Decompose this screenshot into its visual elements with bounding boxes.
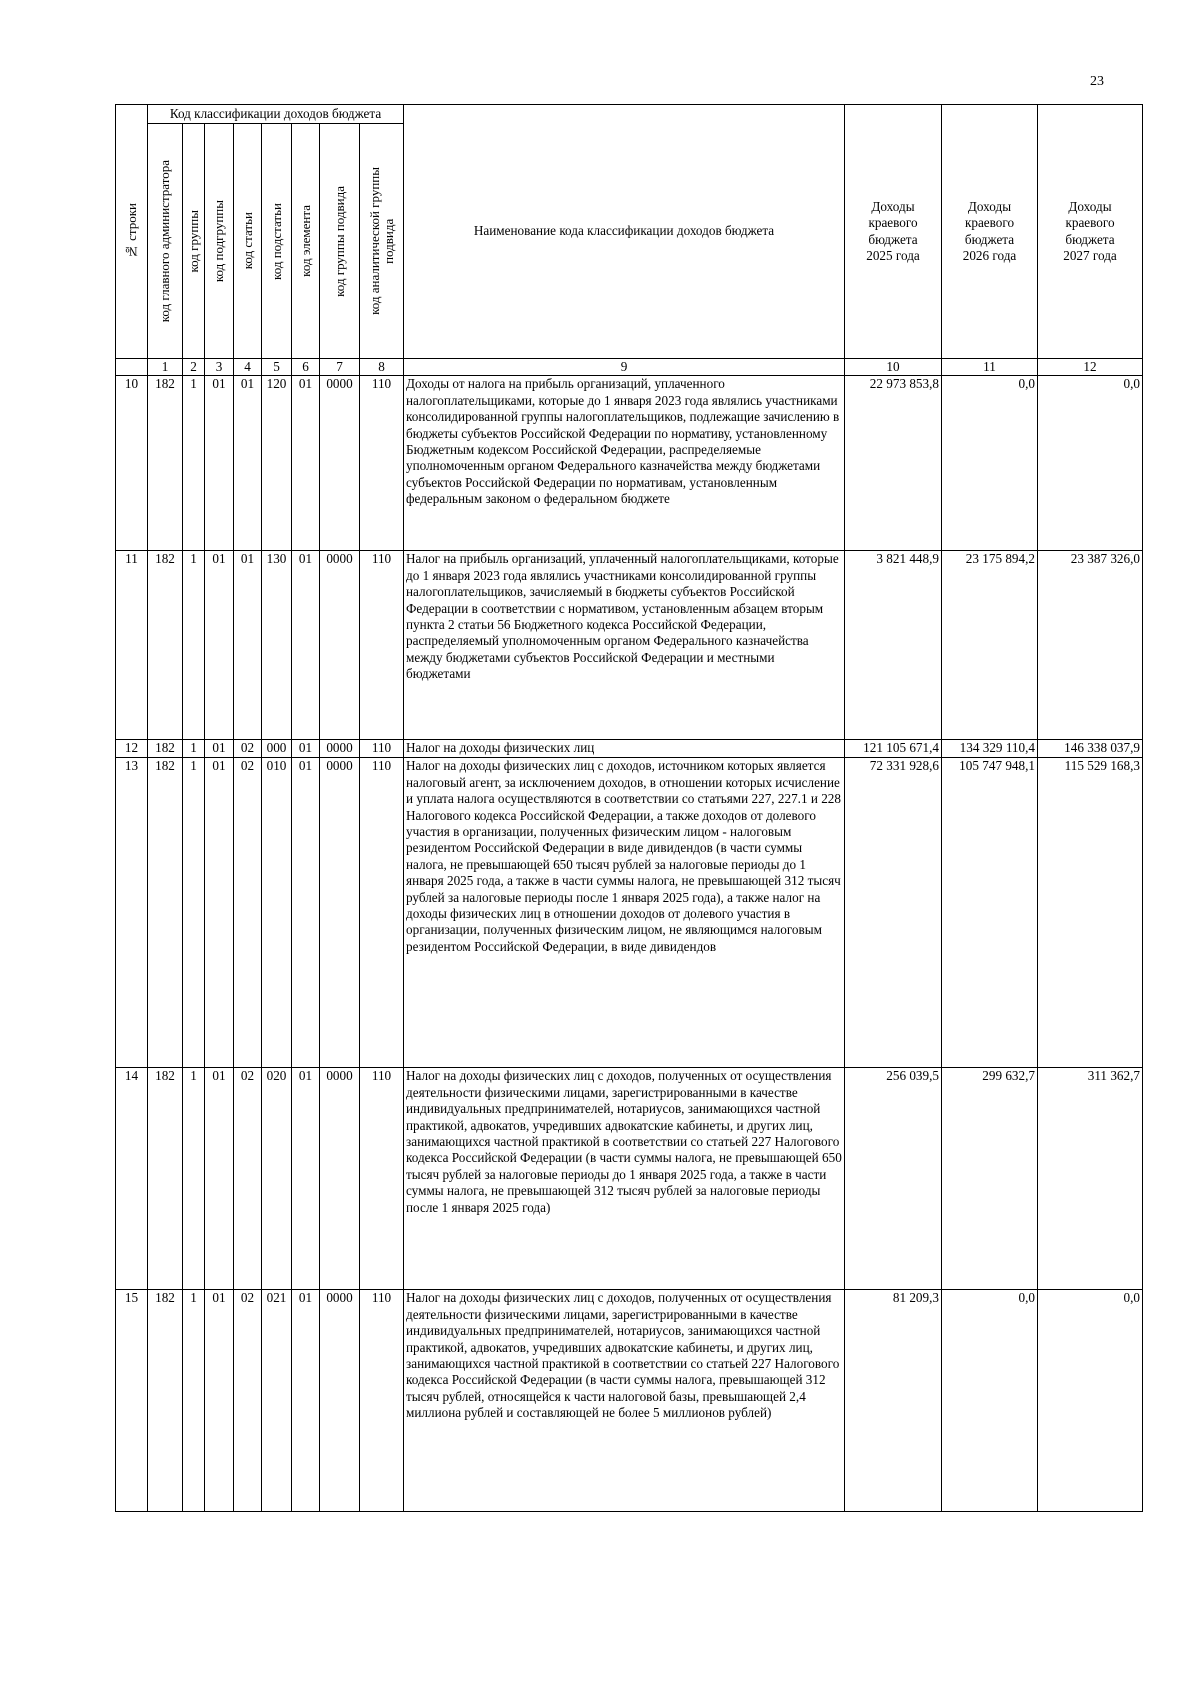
revenue-2027: 115 529 168,3 xyxy=(1038,758,1143,1068)
subgroup-code: 01 xyxy=(205,376,234,551)
header-name: Наименование кода классификации доходов бюджета xyxy=(404,105,845,359)
header-subarticle-code: код подстатьи xyxy=(262,124,292,359)
revenue-name: Налог на доходы физических лиц с доходов, полученных от осуществления деятельности физическими лицами, зарегистрированными в качестве индивидуальных предпринимателей, нотариусов, занимающихся частной практикой, адвокатов, учредивших адвокатские кабинеты, и других лиц, занимающихся частной практикой в соответствии со статьей 227 Налогового кодекса Российской Федерации (в части суммы налога, превышающей 312 тысяч рублей, относящейся к части налоговой базы, превышающей 2,4 миллиона рублей и составляющей не более 5 миллионов рублей) xyxy=(404,1290,845,1512)
analytic-group-code: 110 xyxy=(360,376,404,551)
table-row xyxy=(116,1290,1143,1512)
revenue-2026: 0,0 xyxy=(942,376,1038,551)
revenue-2025: 81 209,3 xyxy=(845,1290,942,1512)
header-analytic-group-code: код аналитической группы подвида xyxy=(360,124,404,359)
column-number: 1 xyxy=(148,359,183,376)
article-code: 01 xyxy=(234,376,262,551)
header-subgroup-code: код подгруппы xyxy=(205,124,234,359)
revenue-2026: 105 747 948,1 xyxy=(942,758,1038,1068)
header-year-2026: Доходы краевого бюджета 2026 года xyxy=(942,105,1038,359)
revenue-2025: 121 105 671,4 xyxy=(845,740,942,758)
admin-code: 182 xyxy=(148,740,183,758)
subarticle-code: 130 xyxy=(262,551,292,740)
article-code: 02 xyxy=(234,758,262,1068)
subgroup-code: 01 xyxy=(205,740,234,758)
analytic-group-code: 110 xyxy=(360,1290,404,1512)
header-row-number: № строки xyxy=(116,105,148,359)
subarticle-code: 021 xyxy=(262,1290,292,1512)
revenue-2027: 146 338 037,9 xyxy=(1038,740,1143,758)
admin-code: 182 xyxy=(148,551,183,740)
group-code: 1 xyxy=(183,376,205,551)
budget-revenue-table xyxy=(115,104,1143,1512)
revenue-2026: 0,0 xyxy=(942,1290,1038,1512)
revenue-2027: 311 362,7 xyxy=(1038,1068,1143,1290)
admin-code: 182 xyxy=(148,376,183,551)
article-code: 02 xyxy=(234,1068,262,1290)
subarticle-code: 000 xyxy=(262,740,292,758)
column-number xyxy=(116,359,148,376)
revenue-2027: 0,0 xyxy=(1038,376,1143,551)
row-number: 13 xyxy=(116,758,148,1068)
subarticle-code: 010 xyxy=(262,758,292,1068)
element-code: 01 xyxy=(292,758,320,1068)
subarticle-code: 020 xyxy=(262,1068,292,1290)
analytic-group-code: 110 xyxy=(360,740,404,758)
column-number: 2 xyxy=(183,359,205,376)
revenue-2027: 23 387 326,0 xyxy=(1038,551,1143,740)
element-code: 01 xyxy=(292,1068,320,1290)
element-code: 01 xyxy=(292,740,320,758)
revenue-2025: 3 821 448,9 xyxy=(845,551,942,740)
subgroup-code: 01 xyxy=(205,551,234,740)
element-code: 01 xyxy=(292,1290,320,1512)
column-number: 6 xyxy=(292,359,320,376)
header-admin-code: код главного администратора xyxy=(148,124,183,359)
article-code: 02 xyxy=(234,1290,262,1512)
analytic-group-code: 110 xyxy=(360,758,404,1068)
header-code-group: Код классификации доходов бюджета xyxy=(148,105,404,124)
element-code: 01 xyxy=(292,376,320,551)
header-year-2027: Доходы краевого бюджета 2027 года xyxy=(1038,105,1143,359)
row-number: 11 xyxy=(116,551,148,740)
revenue-name: Доходы от налога на прибыль организаций, уплаченного налогоплательщиками, которые до 1 января 2023 года являлись участниками консолидированной группы налогоплательщиков, подлежащие зачислению в бюджеты субъектов Российской Федерации по нормативу, установленному Бюджетным кодексом Российской Федерации, распределяемые уполномоченным органом Федерального казначейства между бюджетами субъектов Российской Федерации по нормативам, установленным федеральным законом о федеральном бюджете xyxy=(404,376,845,551)
admin-code: 182 xyxy=(148,758,183,1068)
header-element-code: код элемента xyxy=(292,124,320,359)
column-number: 12 xyxy=(1038,359,1143,376)
revenue-2027: 0,0 xyxy=(1038,1290,1143,1512)
revenue-name: Налог на доходы физических лиц xyxy=(404,740,845,758)
revenue-name: Налог на доходы физических лиц с доходов, источником которых является налоговый агент, за исключением доходов, в отношении которых исчисление и уплата налога осуществляются в соответствии со статьями 227, 227.1 и 228 Налогового кодекса Российской Федерации, а также доходов от долевого участия в организации, полученных физическим лицом - налоговым резидентом Российской Федерации в виде дивидендов (в части суммы налога, не превышающей 650 тысяч рублей за налоговые периоды до 1 января 2025 года, а также в части суммы налога, не превышающей 312 тысяч рублей за налоговые периоды после 1 января 2025 года), а также налог на доходы физических лиц в отношении доходов от долевого участия в организации, полученных физическим лицом, не являющимся налоговым резидентом Российской Федерации, в виде дивидендов xyxy=(404,758,845,1068)
article-code: 01 xyxy=(234,551,262,740)
header-year-2025: Доходы краевого бюджета 2025 года xyxy=(845,105,942,359)
subgroup-code: 01 xyxy=(205,758,234,1068)
column-number: 11 xyxy=(942,359,1038,376)
analytic-group-code: 110 xyxy=(360,551,404,740)
revenue-name: Налог на доходы физических лиц с доходов, полученных от осуществления деятельности физическими лицами, зарегистрированными в качестве индивидуальных предпринимателей, нотариусов, занимающихся частной практикой, адвокатов, учредивших адвокатские кабинеты, и других лиц, занимающихся частной практикой в соответствии со статьей 227 Налогового кодекса Российской Федерации (в части суммы налога, не превышающей 650 тысяч рублей за налоговые периоды до 1 января 2025 года, а также в части суммы налога, не превышающей 312 тысяч рублей за налоговые периоды после 1 января 2025 года) xyxy=(404,1068,845,1290)
table-row xyxy=(116,1068,1143,1290)
revenue-2026: 134 329 110,4 xyxy=(942,740,1038,758)
column-number: 5 xyxy=(262,359,292,376)
group-code: 1 xyxy=(183,551,205,740)
revenue-2026: 23 175 894,2 xyxy=(942,551,1038,740)
header-subtype-group-code: код группы подвида xyxy=(320,124,360,359)
header-group-code: код группы xyxy=(183,124,205,359)
column-numbers-row xyxy=(116,359,1143,376)
column-number: 7 xyxy=(320,359,360,376)
table-row xyxy=(116,551,1143,740)
column-number: 8 xyxy=(360,359,404,376)
admin-code: 182 xyxy=(148,1068,183,1290)
table-row xyxy=(116,376,1143,551)
group-code: 1 xyxy=(183,1068,205,1290)
article-code: 02 xyxy=(234,740,262,758)
revenue-name: Налог на прибыль организаций, уплаченный налогоплательщиками, которые до 1 января 2023 года являлись участниками консолидированной группы налогоплательщиков, зачисляемый в бюджеты субъектов Российской Федерации в соответствии с нормативом, установленным абзацем вторым пункта 2 статьи 56 Бюджетного кодекса Российской Федерации, распределяемый уполномоченным органом Федерального казначейства между бюджетами субъектов Российской Федерации и местными бюджетами xyxy=(404,551,845,740)
table-row xyxy=(116,758,1143,1068)
group-code: 1 xyxy=(183,758,205,1068)
row-number: 15 xyxy=(116,1290,148,1512)
column-number: 10 xyxy=(845,359,942,376)
subtype-group-code: 0000 xyxy=(320,758,360,1068)
subgroup-code: 01 xyxy=(205,1068,234,1290)
subtype-group-code: 0000 xyxy=(320,551,360,740)
header-article-code: код статьи xyxy=(234,124,262,359)
table-row xyxy=(116,740,1143,758)
admin-code: 182 xyxy=(148,1290,183,1512)
analytic-group-code: 110 xyxy=(360,1068,404,1290)
element-code: 01 xyxy=(292,551,320,740)
row-number: 12 xyxy=(116,740,148,758)
subarticle-code: 120 xyxy=(262,376,292,551)
column-number: 9 xyxy=(404,359,845,376)
subtype-group-code: 0000 xyxy=(320,1290,360,1512)
revenue-2025: 72 331 928,6 xyxy=(845,758,942,1068)
subtype-group-code: 0000 xyxy=(320,1068,360,1290)
revenue-2025: 256 039,5 xyxy=(845,1068,942,1290)
revenue-2026: 299 632,7 xyxy=(942,1068,1038,1290)
subgroup-code: 01 xyxy=(205,1290,234,1512)
column-number: 3 xyxy=(205,359,234,376)
subtype-group-code: 0000 xyxy=(320,740,360,758)
group-code: 1 xyxy=(183,740,205,758)
group-code: 1 xyxy=(183,1290,205,1512)
row-number: 14 xyxy=(116,1068,148,1290)
subtype-group-code: 0000 xyxy=(320,376,360,551)
revenue-2025: 22 973 853,8 xyxy=(845,376,942,551)
column-number: 4 xyxy=(234,359,262,376)
row-number: 10 xyxy=(116,376,148,551)
page-number: 23 xyxy=(1090,74,1104,89)
